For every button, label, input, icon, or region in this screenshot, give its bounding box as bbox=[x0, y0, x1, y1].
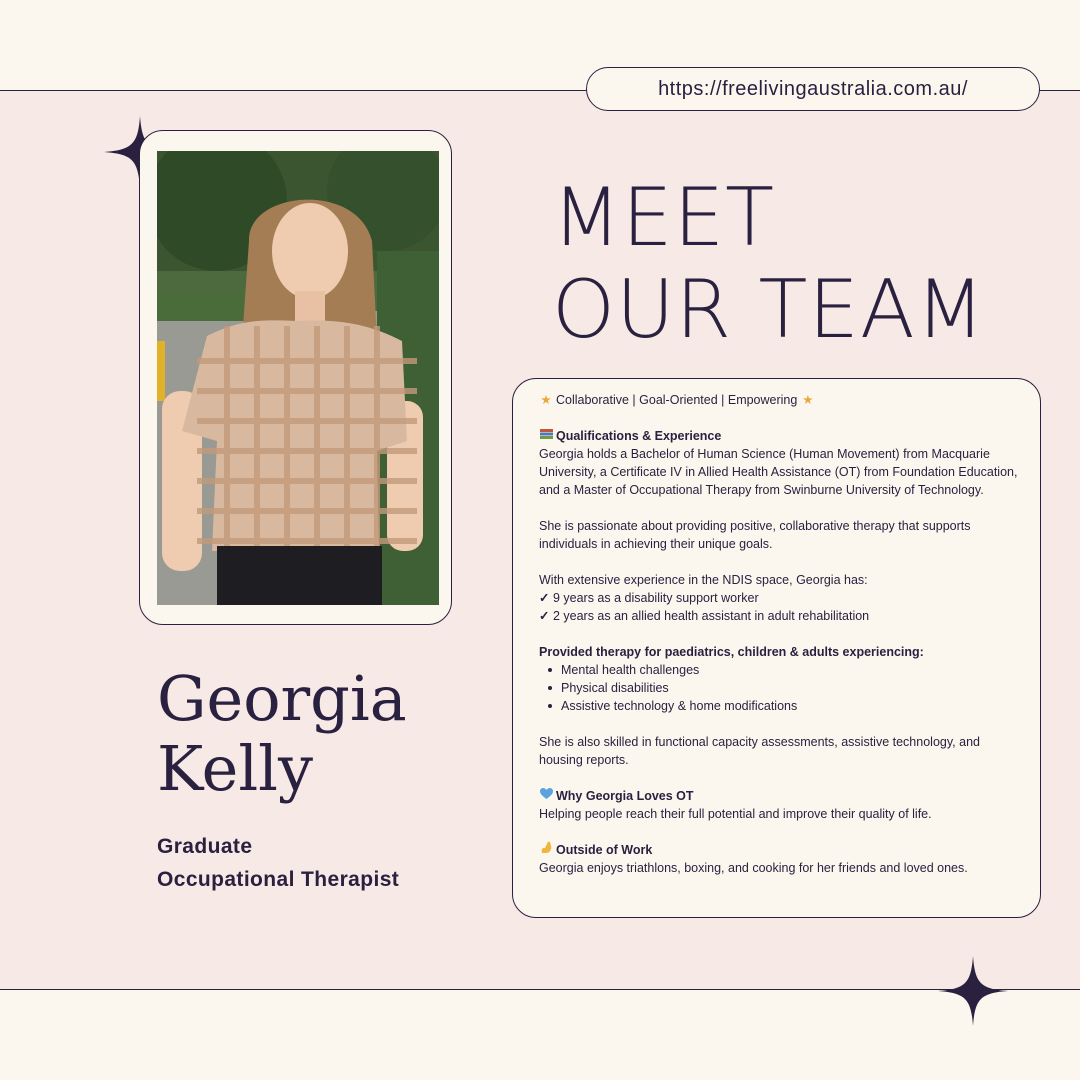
bio-tagline-text: Collaborative | Goal-Oriented | Empowering bbox=[556, 393, 798, 407]
experience-item-text: 2 years as an allied health assistant in adult rehabilitation bbox=[552, 609, 870, 623]
check-icon: ✓ bbox=[539, 609, 550, 623]
person-name bbox=[157, 664, 477, 804]
passion-text: She is passionate about providing positive, collaborative therapy that supports individuals in achieving their unique goals. bbox=[539, 519, 971, 551]
bio-tagline bbox=[539, 391, 1026, 409]
experience-item-text: 9 years as a disability support worker bbox=[552, 591, 759, 605]
headline bbox=[552, 172, 1012, 356]
headline-line-1: MEET bbox=[552, 171, 775, 264]
website-url[interactable]: https://freelivingaustralia.com.au/ bbox=[586, 67, 1040, 111]
why-text: Helping people reach their full potential and improve their quality of life. bbox=[539, 807, 932, 821]
experience-intro: With extensive experience in the NDIS space, Georgia has: bbox=[539, 573, 868, 587]
person-role bbox=[157, 830, 477, 896]
person-first-name: Georgia bbox=[157, 662, 407, 735]
bio-card bbox=[512, 378, 1041, 918]
therapy-heading: Provided therapy for paediatrics, children & adults experiencing: bbox=[539, 645, 924, 659]
experience-item bbox=[539, 589, 1026, 607]
person-last-name: Kelly bbox=[157, 732, 314, 805]
therapy-list bbox=[539, 661, 1026, 715]
outside-text: Georgia enjoys triathlons, boxing, and cooking for her friends and loved ones. bbox=[539, 861, 968, 875]
flexed-arm-icon bbox=[539, 841, 553, 859]
why-heading-text: Why Georgia Loves OT bbox=[556, 789, 694, 803]
sparkle-icon bbox=[938, 956, 1008, 1026]
why-heading bbox=[539, 787, 1026, 805]
outside-heading-text: Outside of Work bbox=[556, 843, 653, 857]
qualifications-text: Georgia holds a Bachelor of Human Science (Human Movement) from Macquarie University, a Certificate IV in Allied Health Assistance (OT) from Foundation Education, and a Master of Occupational Therapy from Swinburne University of Technology. bbox=[539, 447, 1018, 497]
team-member-photo bbox=[157, 151, 439, 605]
person-role-line-2: Occupational Therapist bbox=[157, 868, 400, 891]
experience-item bbox=[539, 607, 1026, 625]
star-icon: ★ bbox=[802, 393, 814, 407]
person-role-line-1: Graduate bbox=[157, 835, 253, 858]
headline-line-2: OUR TEAM bbox=[552, 263, 986, 356]
star-icon: ★ bbox=[540, 393, 552, 407]
books-icon bbox=[539, 427, 553, 445]
outside-heading bbox=[539, 841, 1026, 859]
check-icon: ✓ bbox=[539, 591, 550, 605]
blue-heart-icon bbox=[539, 787, 553, 805]
list-item: Mental health challenges bbox=[561, 661, 1026, 679]
skills-text: She is also skilled in functional capacity assessments, assistive technology, and housing reports. bbox=[539, 735, 980, 767]
qualifications-heading-text: Qualifications & Experience bbox=[556, 429, 722, 443]
qualifications-heading bbox=[539, 427, 1026, 445]
list-item: Assistive technology & home modifications bbox=[561, 697, 1026, 715]
list-item: Physical disabilities bbox=[561, 679, 1026, 697]
